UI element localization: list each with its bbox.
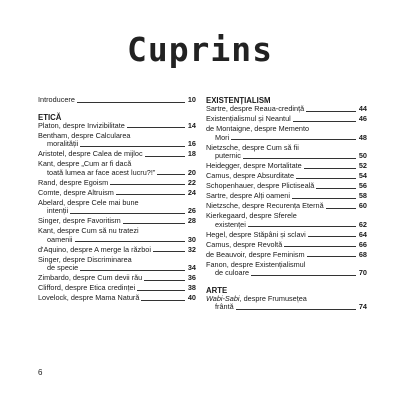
toc-entry xyxy=(38,284,196,293)
entry-page-number: 20 xyxy=(187,167,196,177)
entry-title: Kierkegaard, despre Sferele xyxy=(206,211,297,220)
entry-title: Existențialismul și Neantul xyxy=(206,114,291,123)
entry-page-number: 54 xyxy=(358,171,367,180)
toc-entry xyxy=(206,231,367,240)
toc-entry xyxy=(206,144,367,161)
entry-title: Nietzsche, despre Recurența Eternă xyxy=(206,201,324,210)
entry-title: existenței xyxy=(215,219,246,229)
entry-title: Lovelock, despre Mama Natură xyxy=(38,293,140,302)
entry-page-number: 40 xyxy=(187,293,196,302)
entry-title: Clifford, despre Etica credinței xyxy=(38,283,136,292)
toc-column-left xyxy=(38,96,196,304)
toc-entry xyxy=(206,202,367,211)
dot-leader xyxy=(144,280,185,281)
dot-leader xyxy=(127,127,185,128)
dot-leader xyxy=(248,226,356,227)
toc-entry xyxy=(38,227,196,244)
entry-title: Wabi-Sabi, despre Frumusețea xyxy=(206,293,307,303)
dot-leader xyxy=(296,178,356,179)
entry-title: puternic xyxy=(215,151,241,160)
dot-leader xyxy=(141,300,185,301)
toc-entry xyxy=(206,182,367,191)
section-heading: EXISTENȚIALISM xyxy=(206,96,271,105)
toc-entry xyxy=(38,199,196,216)
dot-leader xyxy=(326,208,356,209)
entry-page-number: 44 xyxy=(358,104,367,113)
entry-page-number: 26 xyxy=(187,206,196,215)
entry-title: Sartre, despre Reaua-credință xyxy=(206,104,305,113)
toc-entry xyxy=(206,241,367,250)
entry-page-number: 18 xyxy=(187,149,196,158)
entry-title: Rand, despre Egoism xyxy=(38,177,109,187)
dot-leader xyxy=(137,290,185,291)
page-title: Cuprins xyxy=(126,30,274,69)
toc-entry xyxy=(38,217,196,226)
toc-entry xyxy=(206,105,367,114)
entry-title: Nietzsche, despre Cum să fii xyxy=(206,142,299,152)
entry-title: Singer, despre Discriminarea xyxy=(38,254,132,264)
toc-entry xyxy=(206,261,367,278)
entry-title: Kant, despre „Cum ar fi dacă xyxy=(38,159,132,168)
dot-leader xyxy=(292,198,356,199)
dot-leader xyxy=(123,223,185,224)
entry-title: Aristotel, despre Calea de mijloc xyxy=(38,149,143,158)
entry-page-number: 14 xyxy=(187,120,196,130)
entry-title: Singer, despre Favoritism xyxy=(38,216,121,225)
toc-entry xyxy=(38,179,196,188)
entry-title: Fanon, despre Existențialismul xyxy=(206,259,306,269)
toc-entry xyxy=(38,189,196,198)
dot-leader xyxy=(80,146,185,147)
entry-title: Platon, despre Invizibilitate xyxy=(38,120,125,130)
toc-entry xyxy=(206,212,367,229)
entry-page-number: 50 xyxy=(358,151,367,160)
dot-leader xyxy=(306,111,356,112)
entry-page-number: 24 xyxy=(187,187,196,197)
entry-title: Hegel, despre Stăpâni și sclavi xyxy=(206,229,306,239)
entry-title: Abelard, despre Cele mai bune xyxy=(38,197,139,207)
entry-title: Heidegger, despre Mortalitate xyxy=(206,161,302,170)
entry-page-number: 60 xyxy=(358,201,367,210)
toc-entry xyxy=(206,251,367,260)
toc-entry xyxy=(206,295,367,312)
dot-leader xyxy=(145,156,185,157)
entry-title: Bentham, despre Calcularea xyxy=(38,130,131,140)
entry-title: oamenii xyxy=(47,234,73,244)
entry-page-number: 48 xyxy=(358,132,367,142)
dot-leader xyxy=(304,168,356,169)
dot-leader xyxy=(284,246,356,247)
toc-entry xyxy=(38,122,196,131)
dot-leader xyxy=(251,275,356,276)
entry-title: Schopenhauer, despre Plictiseală xyxy=(206,181,315,190)
dot-leader xyxy=(157,174,185,175)
dot-leader xyxy=(116,194,185,195)
entry-title: de specie xyxy=(47,263,79,272)
toc-column-right xyxy=(206,96,367,313)
entry-page-number: 28 xyxy=(187,216,196,225)
dot-leader xyxy=(110,184,185,185)
entry-page-number: 52 xyxy=(358,161,367,170)
toc-entry xyxy=(38,150,196,159)
entry-page-number: 38 xyxy=(187,283,196,292)
entry-title: Mori xyxy=(215,132,230,142)
toc-entry xyxy=(38,256,196,273)
dot-leader xyxy=(153,251,185,252)
dot-leader xyxy=(293,121,356,122)
entry-title: frântă xyxy=(215,302,234,311)
dot-leader xyxy=(70,213,185,214)
toc-entry xyxy=(38,246,196,255)
entry-title: Sartre, despre Alți oameni xyxy=(206,191,290,200)
entry-title: Kant, despre Cum să nu tratezi xyxy=(38,226,139,235)
dot-leader xyxy=(80,270,185,271)
toc-entry xyxy=(206,115,367,124)
entry-title: moralității xyxy=(47,139,79,148)
entry-page-number: 66 xyxy=(358,239,367,249)
entry-page-number: 10 xyxy=(187,95,196,104)
entry-page-number: 74 xyxy=(358,302,367,311)
page-number: 6 xyxy=(38,368,43,377)
entry-title: Introducere xyxy=(38,95,75,104)
toc-entry xyxy=(38,132,196,149)
entry-title: toată lumea ar face acest lucru?!” xyxy=(47,167,156,177)
entry-page-number: 46 xyxy=(358,114,367,123)
entry-page-number: 36 xyxy=(187,273,196,282)
toc-entry xyxy=(38,294,196,303)
dot-leader xyxy=(231,139,356,140)
dot-leader xyxy=(236,309,356,310)
entry-page-number: 16 xyxy=(187,139,196,148)
toc-entry xyxy=(38,274,196,283)
dot-leader xyxy=(243,158,356,159)
dot-leader xyxy=(307,256,356,257)
entry-page-number: 58 xyxy=(358,191,367,200)
entry-title: Zimbardo, despre Cum devii rău xyxy=(38,273,143,282)
entry-title: Camus, despre Absurditate xyxy=(206,171,295,180)
entry-page-number: 30 xyxy=(187,234,196,244)
toc-entry xyxy=(206,125,367,142)
entry-title: Comte, despre Altruism xyxy=(38,187,114,197)
entry-page-number: 68 xyxy=(358,249,367,259)
entry-title: de Beauvoir, despre Feminism xyxy=(206,249,305,259)
entry-page-number: 22 xyxy=(187,177,196,187)
entry-title: de culoare xyxy=(215,268,250,277)
entry-page-number: 62 xyxy=(358,219,367,229)
entry-title: intenții xyxy=(47,206,69,215)
toc-entry xyxy=(38,160,196,177)
toc-entry xyxy=(206,162,367,171)
dot-leader xyxy=(308,236,356,237)
dot-leader xyxy=(77,102,185,103)
toc-entry xyxy=(206,172,367,181)
entry-page-number: 56 xyxy=(358,181,367,190)
section-heading: ARTE xyxy=(206,285,228,295)
toc-entry xyxy=(38,96,196,105)
entry-title: de Montaigne, despre Memento xyxy=(206,124,310,133)
entry-title: Camus, despre Revoltă xyxy=(206,239,283,249)
entry-page-number: 70 xyxy=(358,268,367,277)
entry-title: d'Aquino, despre A merge la război xyxy=(38,244,151,254)
dot-leader xyxy=(75,241,185,242)
section-heading: ETICĂ xyxy=(38,112,62,122)
toc-entry xyxy=(206,192,367,201)
entry-page-number: 64 xyxy=(358,229,367,239)
entry-page-number: 34 xyxy=(187,263,196,272)
dot-leader xyxy=(316,188,356,189)
entry-page-number: 32 xyxy=(187,244,196,254)
